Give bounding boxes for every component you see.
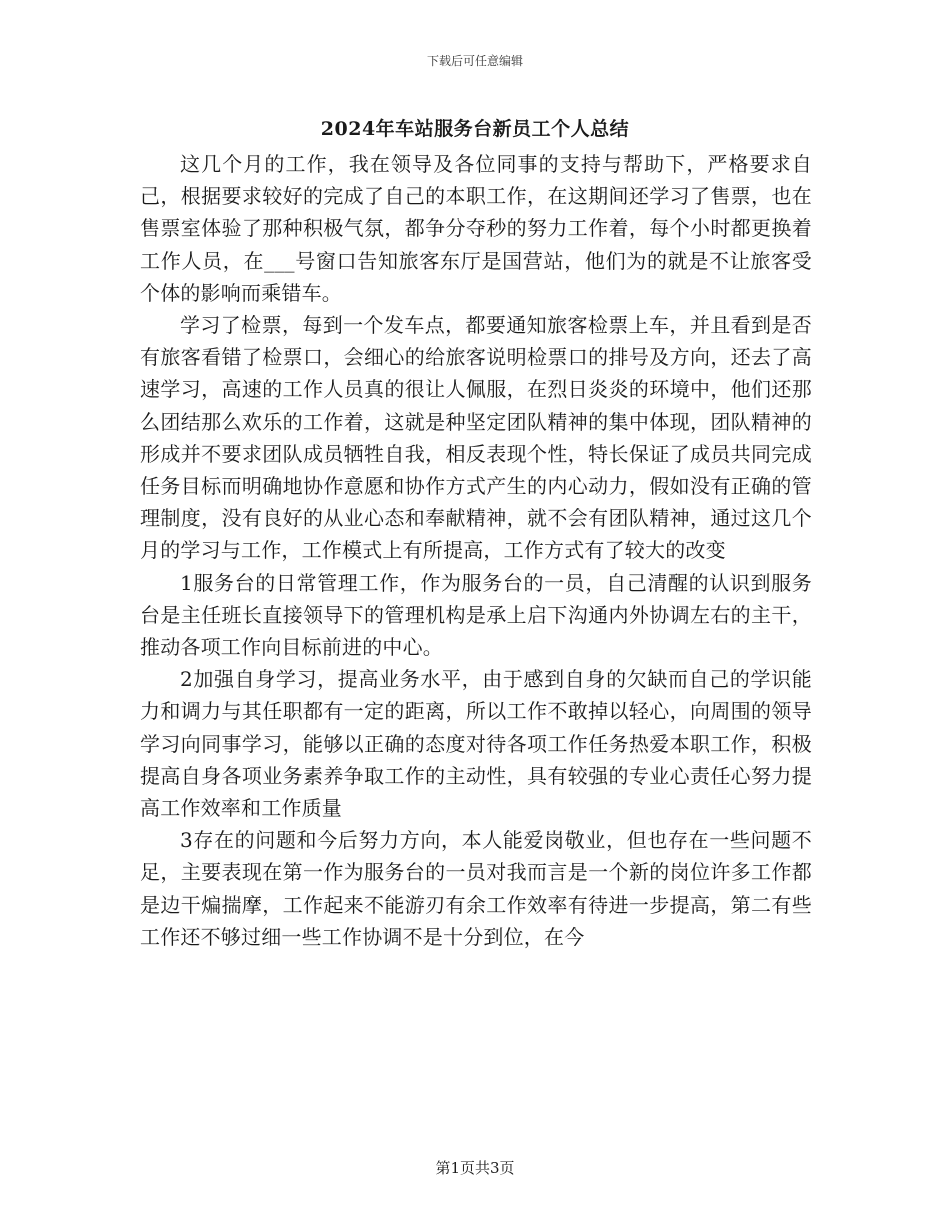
document-body	[140, 148, 812, 953]
paragraph: 1服务台的日常管理工作，作为服务台的一员，自己清醒的认识到服务台是主任班长直接领导下的管理机构是承上启下沟通内外协调左右的主干，推动各项工作向目标前进的中心。	[140, 570, 812, 660]
page-header-note: 下载后可任意编辑	[426, 54, 523, 68]
document-title: 2024年车站服务台新员工个人总结	[320, 118, 630, 140]
paragraph: 学习了检票，每到一个发车点，都要通知旅客检票上车，并且看到是否有旅客看错了检票口，会细心的给旅客说明检票口的排号及方向，还去了高速学习，高速的工作人员真的很让人佩服，在烈日炎炎的环境中，他们还那么团结那么欢乐的工作着，这就是种坚定团队精神的集中体现，团队精神的形成并不要求团队成员牺牲自我，相反表现个性，特长保证了成员共同完成任务目标而明确地协作意愿和协作方式产生的内心动力，假如没有正确的管理制度，没有良好的从业心态和奉献精神，就不会有团队精神，通过这几个月的学习与工作，工作模式上有所提高，工作方式有了较大的改变	[140, 313, 812, 563]
paragraph: 3存在的问题和今后努力方向，本人能爱岗敬业，但也存在一些问题不足，主要表现在第一作为服务台的一员对我而言是一个新的岗位许多工作都是边干煸揣摩，工作起来不能游刃有余工作效率有待进一步提高，第二有些工作还不够过细一些工作协调不是十分到位，在今	[140, 828, 812, 949]
paragraph: 这几个月的工作，我在领导及各位同事的支持与帮助下，严格要求自己，根据要求较好的完成了自己的本职工作，在这期间还学习了售票，也在售票室体验了那种积极气氛，都争分夺秒的努力工作着，每个小时都更换着工作人员，在___号窗口告知旅客东厅是国营站，他们为的就是不让旅客受个体的影响而乘错车。	[140, 152, 812, 305]
paragraph: 2加强自身学习，提高业务水平，由于感到自身的欠缺而自己的学识能力和调力与其任职都有一定的距离，所以工作不敢掉以轻心，向周围的领导学习向同事学习，能够以正确的态度对待各项工作任务热爱本职工作，积极提高自身各项业务素养争取工作的主动性，具有较强的专业心责任心努力提高工作效率和工作质量	[140, 667, 812, 821]
page-number-footer: 第1页共3页	[435, 1159, 515, 1177]
